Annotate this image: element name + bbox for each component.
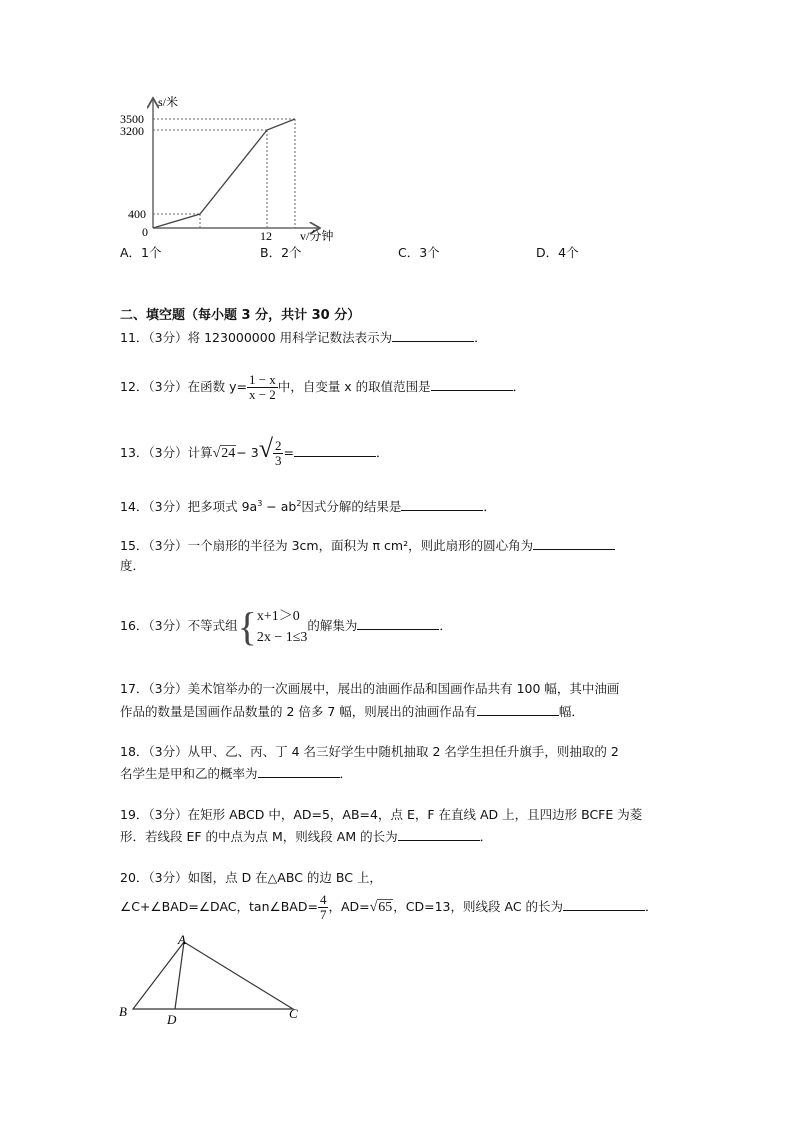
answer-blank[interactable] — [401, 498, 483, 511]
guide-lines — [153, 119, 295, 228]
question-15 — [120, 537, 615, 554]
label-a: A — [178, 932, 186, 947]
q12-end: ． — [512, 379, 526, 394]
sqrt-24: √24 — [212, 446, 236, 461]
q11-end: ． — [474, 330, 487, 345]
option-c[interactable]: C．3个 — [398, 245, 440, 260]
question-16 — [120, 605, 452, 648]
question-20 — [120, 890, 658, 925]
radicand: 65 — [378, 900, 393, 915]
q15-line1: 15．（3分）一个扇形的半径为 3cm，面积为 π cm²，则此扇形的圆心角为 — [120, 538, 534, 553]
label-b: B — [119, 1004, 127, 1019]
triangle-abc — [133, 942, 293, 1009]
q16-pre: 16．（3分）不等式组 — [120, 618, 238, 633]
q14-end: ． — [483, 499, 496, 515]
question-13 — [120, 432, 388, 471]
answer-blank[interactable] — [398, 828, 480, 841]
question-18 — [120, 765, 352, 782]
x-tick-12: 12 — [260, 229, 272, 243]
q14-post: 因式分解的结果是 — [301, 499, 402, 515]
q13-pre: 13．（3分）计算 — [120, 445, 213, 460]
triangle-figure — [115, 932, 315, 1027]
exponent: 2 — [296, 499, 302, 508]
answer-blank[interactable] — [533, 537, 615, 550]
q19-line2: 形．若线段 EF 的中点为点 M，则线段 AM 的长为 — [120, 829, 398, 844]
q20-pre: ∠C+∠BAD=∠DAC，tan∠BAD= — [120, 899, 318, 914]
inequality-2: 2x − 1≤3 — [256, 629, 308, 645]
q11-text: 11．（3分）将 123000000 用科学记数法表示为 — [120, 330, 393, 345]
q14-mid: − ab — [262, 499, 297, 515]
question-14 — [120, 496, 496, 515]
q18-line2: 名学生是甲和乙的概率为 — [120, 766, 258, 781]
numerator: 1 − x — [248, 372, 276, 387]
distance-time-graph — [120, 90, 360, 250]
y-tick-400: 400 — [128, 207, 146, 221]
answer-blank[interactable] — [563, 898, 645, 911]
q19-line1: 19．（3分）在矩形 ABCD 中，AD=5，AB=4，点 E，F 在直线 AD 上，且四边形 BCFE 为菱 — [120, 807, 643, 822]
q13-post: = — [283, 445, 294, 460]
section-heading: 二、填空题（每小题 3 分，共计 30 分） — [120, 308, 361, 323]
q17-line1: 17．（3分）美术馆举办的一次画展中，展出的油画作品和国画作品共有 100 幅，其中油画 — [120, 681, 620, 696]
radicand: 24 — [221, 446, 236, 461]
q17-line2: 作品的数量是国画作品数量的 2 倍多 7 幅，则展出的油画作品有 — [120, 704, 477, 719]
denominator: 3 — [274, 453, 282, 468]
question-19 — [120, 828, 492, 845]
exponent: 3 — [257, 499, 263, 508]
q19-end: ． — [479, 829, 493, 844]
answer-blank[interactable] — [357, 617, 439, 630]
question-17 — [120, 703, 584, 720]
y-axis-label: s/米 — [158, 95, 179, 109]
numerator: 4 — [319, 892, 327, 907]
q16-end: ． — [439, 618, 452, 633]
distance-line — [153, 119, 295, 228]
answer-blank[interactable] — [431, 378, 513, 391]
y-tick-3200: 3200 — [120, 124, 144, 138]
q18-end: ． — [339, 766, 353, 781]
fraction — [247, 373, 278, 402]
question-11 — [120, 329, 487, 346]
brace: { — [237, 603, 257, 649]
sqrt-fraction: √ — [258, 434, 273, 463]
numerator: 2 — [274, 438, 282, 453]
option-d[interactable]: D．4个 — [536, 245, 579, 260]
q18-line1: 18．（3分）从甲、乙、丙、丁 4 名三好学生中随机抽取 2 名学生担任升旗手，则抽取的 2 — [120, 744, 619, 759]
fraction — [318, 893, 329, 922]
q17-end: 幅． — [558, 704, 584, 719]
denominator: 7 — [319, 907, 327, 922]
q13-mid: − 3 — [236, 445, 259, 460]
x-axis-label: v/分钟 — [300, 229, 334, 243]
q16-post: 的解集为 — [307, 618, 358, 633]
q12-pre: 12．（3分）在函数 y= — [120, 379, 247, 394]
answer-blank[interactable] — [294, 444, 376, 457]
y-tick-0: 0 — [142, 225, 148, 239]
inequality-1: x+1＞0 — [256, 608, 300, 624]
q13-end: ． — [375, 445, 389, 460]
y-tick-3500: 3500 — [120, 112, 144, 126]
q14-pre: 14．（3分）把多项式 9a — [120, 499, 258, 515]
inequality-system — [237, 603, 308, 649]
fraction — [273, 439, 284, 468]
option-b[interactable]: B．2个 — [260, 245, 302, 260]
q20-mid: ，AD= — [328, 899, 370, 914]
q20-line1: 20．（3分）如图，点 D 在△ABC 的边 BC 上， — [120, 870, 382, 885]
q20-end: ． — [645, 899, 658, 914]
option-a[interactable]: A．1个 — [120, 245, 162, 260]
q12-post: 中，自变量 x 的取值范围是 — [277, 379, 431, 394]
answer-blank[interactable] — [477, 703, 559, 716]
denominator: x − 2 — [248, 387, 276, 402]
answer-blank[interactable] — [258, 765, 340, 778]
q15-line2: 度． — [120, 558, 146, 573]
answer-blank[interactable] — [392, 329, 474, 342]
label-c: C — [289, 1006, 298, 1021]
label-d: D — [167, 1012, 177, 1027]
question-12 — [120, 370, 525, 404]
q20-post: ，CD=13，则线段 AC 的长为 — [393, 899, 564, 914]
sqrt-65: √65 — [369, 900, 393, 915]
